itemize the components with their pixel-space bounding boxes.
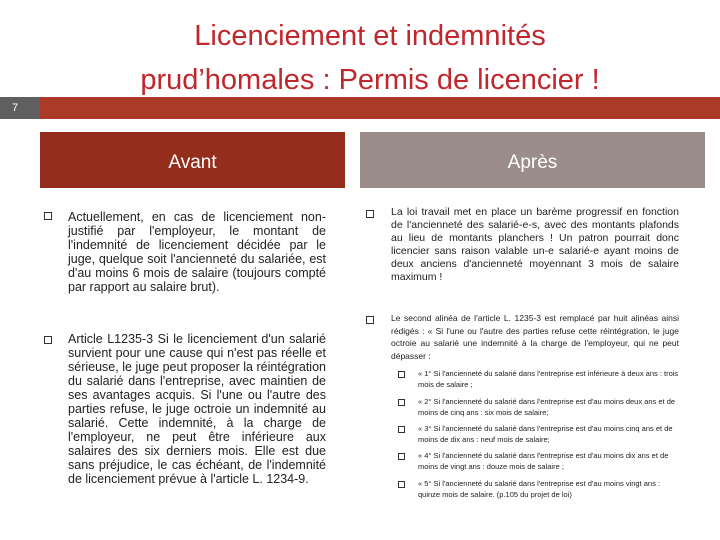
sub-bullet-square-icon bbox=[398, 453, 405, 460]
left-bullet-1: Actuellement, en cas de licenciement non-justifié par l'employeur, le montant de l'indemnité de licenciement décidée par le juge, quelque soit l'ancienneté du salariée, est d'au moins 6 mois de salaire (toujours compté par rapport au salaire brut). bbox=[68, 210, 326, 294]
column-header-avant: Avant bbox=[40, 132, 345, 188]
bullet-square-icon bbox=[44, 336, 52, 344]
right-bullet-2: Le second alinéa de l'article L. 1235-3 est remplacé par huit alinéas ainsi rédigés : « Si l'une ou l'autre des parties refuse cette réintégration, le juge octroie au salarié une indemnité à la charge de l'employeur, qui ne peut dépasser : bbox=[391, 313, 679, 361]
sub-bullet-square-icon bbox=[398, 371, 405, 378]
slide-number: 7 bbox=[0, 97, 40, 119]
sub-bullet-1: « 1° Si l'ancienneté du salarié dans l'entreprise est inférieure à deux ans : trois mois de salaire ; bbox=[418, 369, 679, 389]
sub-bullet-square-icon bbox=[398, 481, 405, 488]
sub-bullet-square-icon bbox=[398, 399, 405, 406]
sub-bullet-2: « 2° Si l'ancienneté du salarié dans l'entreprise est d'au moins deux ans et de moins de cinq ans : six mois de salaire; bbox=[418, 397, 676, 417]
bullet-square-icon bbox=[44, 212, 52, 220]
column-header-apres: Après bbox=[360, 132, 705, 188]
title-line-2: prud’homales : Permis de licencier ! bbox=[140, 64, 600, 96]
sub-bullet-3: « 3° Si l'ancienneté du salarié dans l'entreprise est d'au moins cinq ans et de moins de dix ans : neuf mois de salaire; bbox=[418, 424, 673, 444]
right-bullet-1: La loi travail met en place un barème progressif en fonction de l'ancienneté des salarié-e-s, avec des montants plafonds au lieu de montants planchers ! Un patron pourrait donc licencier sans raison valable un-e salarié-e ayant moins de deux anciens d'ancienneté moyennant 3 mois de salaire maximum ! bbox=[391, 206, 679, 283]
title-line-1: Licenciement et indemnités bbox=[194, 20, 546, 52]
sub-bullet-5: « 5° Si l'ancienneté du salarié dans l'entreprise est d'au moins vingt ans : quinze mois de salaire. (p.105 du projet de loi) bbox=[418, 479, 661, 499]
sub-bullet-4: « 4° Si l'ancienneté du salarié dans l'entreprise est d'au moins dix ans et de moins de vingt ans : douze mois de salaire ; bbox=[418, 451, 669, 471]
sub-bullet-square-icon bbox=[398, 426, 405, 433]
page-title bbox=[40, 14, 700, 102]
header-bar bbox=[40, 97, 720, 119]
left-bullet-2: Article L1235-3 Si le licenciement d'un salarié survient pour une cause qui n'est pas réelle et sérieuse, le juge peut proposer la réintégration du salarié dans l'entreprise, avec maintien de ses avantages acquis. Si l'une ou l'autre des parties refuse, le juge octroie un indemnité au salarié. Cette indemnité, à la charge de l'employeur, ne peut être inférieure aux salaires des six derniers mois. Elle est due sans préjudice, le cas échéant, de l'indemnité de licenciement prévue à l'article L. 1234-9. bbox=[68, 332, 326, 486]
bullet-square-icon bbox=[366, 210, 374, 218]
bullet-square-icon bbox=[366, 316, 374, 324]
